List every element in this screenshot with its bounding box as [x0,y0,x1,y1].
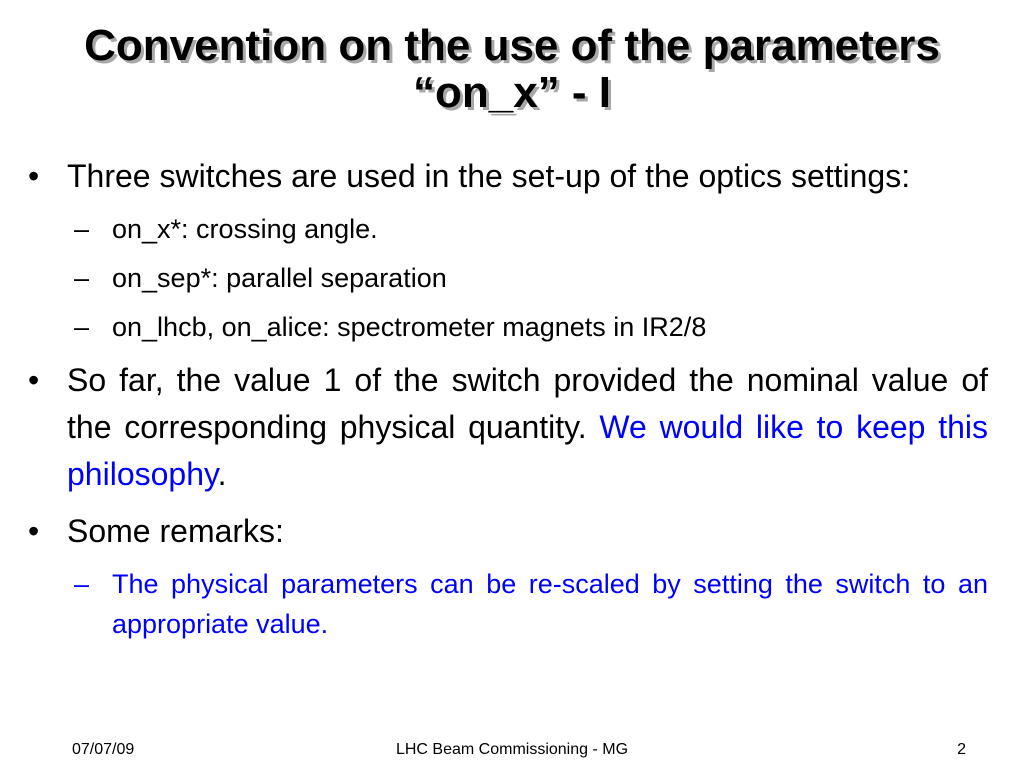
bullet-marker: • [28,513,40,549]
bullet-text: Three switches are used in the set-up of the optics settings: [67,158,911,194]
title-line-1: Convention on the use of the parameters [84,21,940,70]
bullet-marker: • [28,158,40,194]
sub-bullet-marker: – [74,263,90,293]
bullet-item [28,357,988,498]
sub-bullet-item [28,258,988,298]
bullet-text: So far, the value 1 of the switch provided the nominal value of the corresponding physical quantity. [67,362,988,445]
slide-body [28,153,988,644]
sub-bullet-item [28,209,988,249]
bullet-text: Some remarks: [67,513,284,549]
title-line-2: “on_x” - I [412,68,612,117]
bullet-text-end: . [217,456,227,492]
sub-bullet-marker: – [74,569,90,599]
footer-date: 07/07/09 [72,741,135,758]
sub-bullet-text: on_sep*: parallel separation [112,263,447,293]
sub-bullet-marker: – [74,312,90,342]
sub-bullet-text: on_lhcb, on_alice: spectrometer magnets in IR2/8 [112,312,707,342]
sub-bullet-text: The physical parameters can be re-scaled by setting the switch to an appropriate value. [112,569,988,639]
sub-bullet-item [28,307,988,347]
bullet-item [28,508,988,555]
sub-bullet-marker: – [74,214,90,244]
slide-title [0,22,1024,116]
bullet-item [28,153,988,200]
sub-bullet-text: on_x*: crossing angle. [112,214,378,244]
bullet-marker: • [28,362,40,398]
footer-title: LHC Beam Commissioning - MG [395,741,629,758]
highlighted-text: We would like to keep this philosophy [67,409,989,492]
sub-bullet-item [28,564,988,644]
page-number: 2 [957,741,966,758]
